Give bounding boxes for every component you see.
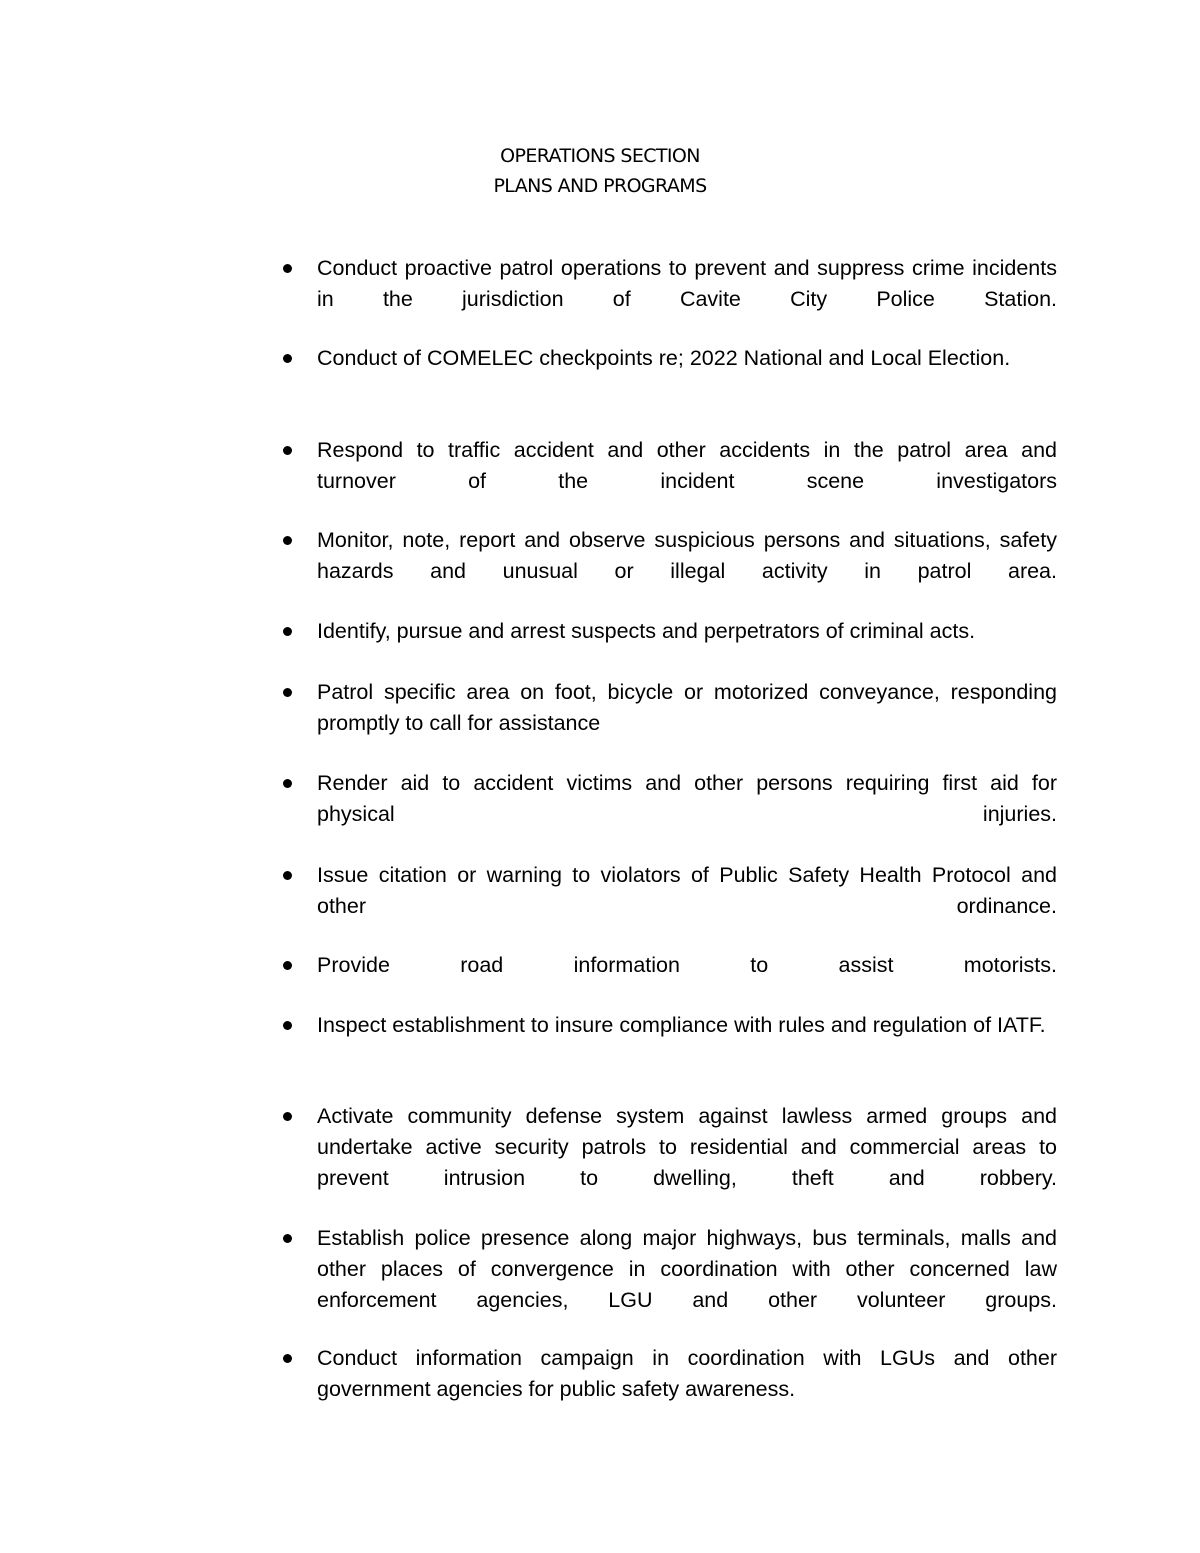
bullet-icon xyxy=(283,446,292,455)
bullet-icon xyxy=(283,871,292,880)
bullet-icon xyxy=(283,1021,292,1030)
list-item-text: Establish police presence along major highways, bus terminals, malls and other places of convergence in coordination with other concerned law enforcement agencies, LGU and other volunteer groups. xyxy=(317,1226,1057,1312)
list-item-text: Provide road information to assist motorists. xyxy=(317,953,1057,977)
list-item-text: Activate community defense system against lawless armed groups and undertake active security patrols to residential and commercial areas to prevent intrusion to dwelling, theft and robbery. xyxy=(317,1104,1057,1190)
bullet-icon xyxy=(283,1234,292,1243)
list-item-text: Monitor, note, report and observe suspicious persons and situations, safety hazards and unusual or illegal activity in patrol area. xyxy=(317,528,1057,583)
list-item xyxy=(317,343,1057,374)
list-item-text: Inspect establishment to insure compliance with rules and regulation of IATF. xyxy=(317,1013,1046,1037)
document-title: OPERATIONS SECTION xyxy=(500,145,700,167)
list-item-text: Patrol specific area on foot, bicycle or motorized conveyance, responding promptly to call for assistance xyxy=(317,680,1057,735)
bullet-icon xyxy=(283,264,292,273)
list-item-text: Conduct proactive patrol operations to prevent and suppress crime incidents in the jurisdiction of Cavite City Police Station. xyxy=(317,256,1057,311)
list-item xyxy=(317,616,1057,647)
list-item xyxy=(317,860,1057,922)
list-item-text: Render aid to accident victims and other persons requiring first aid for physical injuries. xyxy=(317,771,1057,826)
list-item xyxy=(317,1343,1057,1405)
list-item-text: Conduct information campaign in coordination with LGUs and other government agencies for public safety awareness. xyxy=(317,1346,1057,1401)
list-item-text: Identify, pursue and arrest suspects and perpetrators of criminal acts. xyxy=(317,619,976,643)
list-item xyxy=(317,525,1057,587)
list-item xyxy=(317,768,1057,830)
list-item xyxy=(317,1010,1057,1041)
bullet-icon xyxy=(283,688,292,697)
list-item xyxy=(317,1101,1057,1194)
list-item-text: Respond to traffic accident and other accidents in the patrol area and turnover of the incident scene investigators xyxy=(317,438,1057,493)
bullet-icon xyxy=(283,961,292,970)
list-item xyxy=(317,253,1057,315)
list-item xyxy=(317,950,1057,981)
list-item-text: Issue citation or warning to violators of Public Safety Health Protocol and other ordinance. xyxy=(317,863,1057,918)
bullet-icon xyxy=(283,354,292,363)
bullet-icon xyxy=(283,1112,292,1121)
bullet-icon xyxy=(283,627,292,636)
list-item xyxy=(317,435,1057,497)
list-item xyxy=(317,677,1057,739)
bullet-icon xyxy=(283,536,292,545)
list-item-text: Conduct of COMELEC checkpoints re; 2022 National and Local Election. xyxy=(317,346,1011,370)
list-item xyxy=(317,1223,1057,1316)
document-subtitle: PLANS AND PROGRAMS xyxy=(493,175,707,197)
bullet-icon xyxy=(283,1354,292,1363)
bullet-icon xyxy=(283,779,292,788)
